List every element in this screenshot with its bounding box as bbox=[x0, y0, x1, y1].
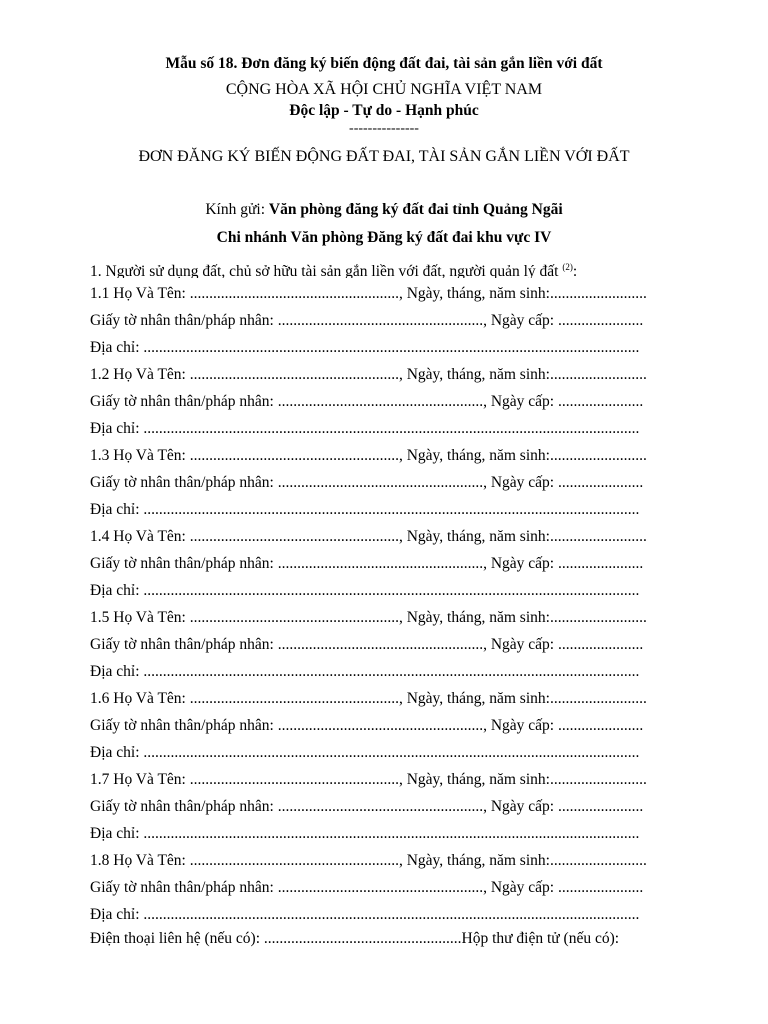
person-name-line: 1.5 Họ Và Tên: ......................................................, Ngày, tháng, năm sinh:......................... bbox=[90, 609, 647, 626]
person-name-line: 1.3 Họ Và Tên: ......................................................, Ngày, tháng, năm sinh:......................... bbox=[90, 447, 647, 464]
person-name-line: 1.8 Họ Và Tên: ......................................................, Ngày, tháng, năm sinh:......................... bbox=[90, 852, 647, 869]
person-address-line: Địa chỉ: ................................................................................................................................ bbox=[90, 744, 640, 761]
person-address-line: Địa chỉ: ................................................................................................................................ bbox=[90, 339, 640, 356]
person-id-line: Giấy tờ nhân thân/pháp nhân: ....................................................., Ngày cấp: ...................... bbox=[90, 717, 644, 734]
person-id-line: Giấy tờ nhân thân/pháp nhân: ....................................................., Ngày cấp: ...................... bbox=[90, 636, 644, 653]
contact-line: Điện thoại liên hệ (nếu có): ...................................................Hộp thư điện tử (nếu có): bbox=[90, 930, 620, 947]
person-id-line: Giấy tờ nhân thân/pháp nhân: ....................................................., Ngày cấp: ...................... bbox=[90, 393, 644, 410]
form-number-title: Mẫu số 18. Đơn đăng ký biến động đất đai, tài sản gắn liền với đất bbox=[165, 55, 603, 72]
national-motto: Độc lập - Tự do - Hạnh phúc bbox=[289, 102, 479, 119]
footnote-marker: (2) bbox=[562, 262, 573, 272]
header-separator: --------------- bbox=[349, 121, 419, 136]
recipient-line bbox=[0, 201, 768, 219]
section-1-suffix: : bbox=[572, 263, 578, 278]
document-title: ĐƠN ĐĂNG KÝ BIẾN ĐỘNG ĐẤT ĐAI, TÀI SẢN GẮN LIỀN VỚI ĐẤT bbox=[138, 148, 630, 165]
person-id-line: Giấy tờ nhân thân/pháp nhân: ....................................................., Ngày cấp: ...................... bbox=[90, 879, 644, 896]
country-name: CỘNG HÒA XÃ HỘI CHỦ NGHĨA VIỆT NAM bbox=[225, 81, 543, 98]
person-name-line: 1.7 Họ Và Tên: ......................................................, Ngày, tháng, năm sinh:......................... bbox=[90, 771, 647, 788]
person-id-line: Giấy tờ nhân thân/pháp nhân: ....................................................., Ngày cấp: ...................... bbox=[90, 798, 644, 815]
recipient-prefix: Kính gửi: bbox=[205, 201, 269, 218]
person-address-line: Địa chỉ: ................................................................................................................................ bbox=[90, 582, 640, 599]
person-id-line: Giấy tờ nhân thân/pháp nhân: ....................................................., Ngày cấp: ...................... bbox=[90, 474, 644, 491]
person-name-line: 1.4 Họ Và Tên: ......................................................, Ngày, tháng, năm sinh:......................... bbox=[90, 528, 647, 545]
recipient-office: Văn phòng đăng ký đất đai tỉnh Quảng Ngãi bbox=[268, 201, 563, 218]
section-1-heading bbox=[90, 256, 674, 278]
person-address-line: Địa chỉ: ................................................................................................................................ bbox=[90, 663, 640, 680]
person-address-line: Địa chỉ: ................................................................................................................................ bbox=[90, 825, 640, 842]
recipient-branch: Chi nhánh Văn phòng Đăng ký đất đai khu vực IV bbox=[216, 229, 552, 246]
section-1-label: 1. Người sử dụng đất, chủ sở hữu tài sản gắn liền với đất, người quản lý đất bbox=[90, 263, 563, 278]
person-address-line: Địa chỉ: ................................................................................................................................ bbox=[90, 420, 640, 437]
person-id-line: Giấy tờ nhân thân/pháp nhân: ....................................................., Ngày cấp: ...................... bbox=[90, 312, 644, 329]
person-name-line: 1.6 Họ Và Tên: ......................................................, Ngày, tháng, năm sinh:......................... bbox=[90, 690, 647, 707]
person-name-line: 1.1 Họ Và Tên: ......................................................, Ngày, tháng, năm sinh:......................... bbox=[90, 285, 647, 302]
person-name-line: 1.2 Họ Và Tên: ......................................................, Ngày, tháng, năm sinh:......................... bbox=[90, 366, 647, 383]
person-address-line: Địa chỉ: ................................................................................................................................ bbox=[90, 501, 640, 518]
person-address-line: Địa chỉ: ................................................................................................................................ bbox=[90, 906, 640, 923]
person-id-line: Giấy tờ nhân thân/pháp nhân: ....................................................., Ngày cấp: ...................... bbox=[90, 555, 644, 572]
